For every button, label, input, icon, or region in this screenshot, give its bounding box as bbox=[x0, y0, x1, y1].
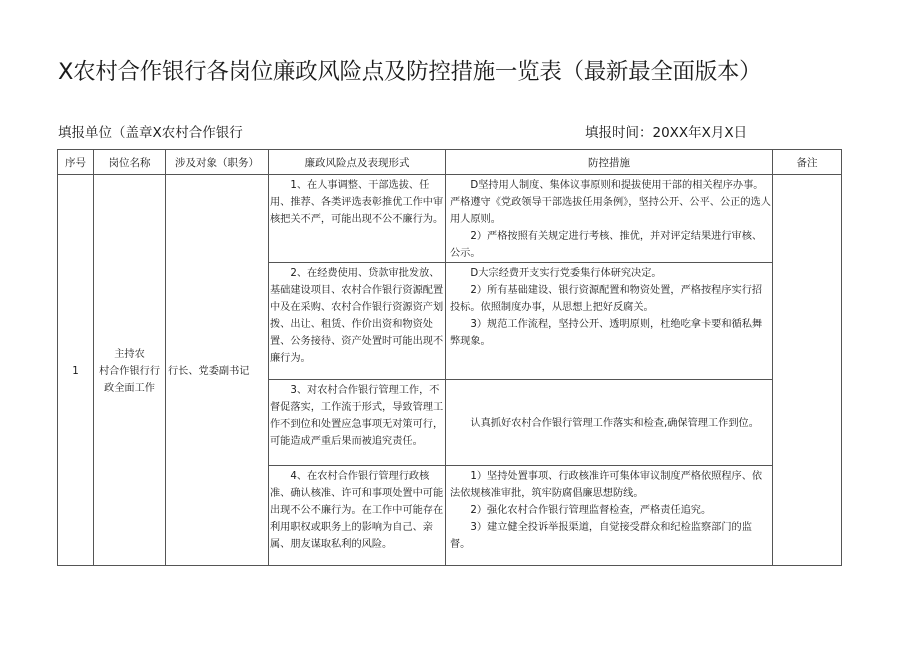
risk-text: 4、在农村合作银行管理行政核准、确认核准、许可和事项处置中可能出现不公不廉行为。在工作中可能存在利用职权或职务上的影响为自己、亲属、朋友谋取私利的风险。 bbox=[270, 471, 444, 550]
position-line: 政全面工作 bbox=[104, 382, 155, 394]
measure-text: D坚持用人制度、集体议事原则和提拔使用干部的相关程序办事。严格遵守《党政领导干部选拔任用条例》，坚持公开、公平、公正的选人用人原则。 bbox=[450, 180, 771, 225]
risk-table bbox=[57, 149, 842, 566]
measure-text: 认真抓好农村合作银行管理工作落实和检查,确保管理工作到位。 bbox=[470, 418, 759, 429]
measure-text: 2）严格按照有关规定进行考核、推优，并对评定结果进行审核、公示。 bbox=[450, 231, 763, 259]
risk-cell bbox=[269, 380, 446, 466]
header-risk: 廉政风险点及表现形式 bbox=[269, 150, 446, 175]
risk-cell bbox=[269, 263, 446, 380]
header-object: 涉及对象（职务） bbox=[166, 150, 269, 175]
table-row bbox=[58, 175, 842, 263]
table-header-row bbox=[58, 150, 842, 175]
header-measures: 防控措施 bbox=[446, 150, 773, 175]
measure-text: 1）坚持处置事项、行政核准许可集体审议制度严格依照程序、依法依规核准审批，筑牢防腐倡廉思想防线。 bbox=[450, 471, 763, 499]
header-position: 岗位名称 bbox=[94, 150, 166, 175]
risk-text: 3、对农村合作银行管理工作，不督促落实，工作流于形式，导致管理工作不到位和处置应急事项无对策可行，可能造成严重后果而被追究责任。 bbox=[270, 385, 444, 447]
position-line: 村合作银行行 bbox=[98, 365, 161, 377]
object-cell bbox=[166, 175, 269, 566]
measures-cell bbox=[446, 380, 773, 466]
remark-cell bbox=[773, 175, 842, 566]
position-line: 主持农 bbox=[114, 348, 145, 360]
header-remark: 备注 bbox=[773, 150, 842, 175]
measures-cell bbox=[446, 263, 773, 380]
measure-text: 3）规范工作流程，坚持公开、透明原则，杜绝吃拿卡要和循私舞弊现象。 bbox=[450, 319, 763, 347]
measure-text: 2）强化农村合作银行管理监督检查，严格责任追究。 bbox=[470, 505, 712, 516]
risk-text: 2、在经费使用、贷款审批发放、基础建设项目、农村合作银行资源配置中及在采购、农村合作银行资源资产划拨、出让、租赁、作价出资和物资处置、公务接待、资产处置时可能出现不廉行为。 bbox=[270, 268, 444, 364]
header-seq: 序号 bbox=[58, 150, 94, 175]
risk-text: 1、在人事调整、干部选拔、任用、推荐、各类评选表彰推优工作中审核把关不严，可能出现不公不廉行为。 bbox=[270, 180, 444, 225]
seq-cell: 1 bbox=[58, 175, 94, 566]
measures-cell bbox=[446, 466, 773, 566]
measure-text: 2）所有基础建设、银行资源配置和物资处置，严格按程序实行招投标。依照制度办事，从思想上把好反腐关。 bbox=[450, 285, 763, 313]
risk-cell bbox=[269, 466, 446, 566]
measure-text: 3）建立健全投诉举报渠道，自觉接受群众和纪检监察部门的监督。 bbox=[450, 522, 752, 550]
object-text: 行长、党委副书记 bbox=[168, 365, 250, 377]
risk-cell bbox=[269, 175, 446, 263]
reporting-unit: 填报单位（盖章X农村合作银行 bbox=[58, 125, 243, 141]
position-cell bbox=[94, 175, 166, 566]
page-title: X农村合作银行各岗位廉政风险点及防控措施一览表（最新最全面版本） bbox=[58, 59, 762, 85]
measure-text: D大宗经费开支实行党委集行体研究决定。 bbox=[470, 268, 662, 279]
reporting-time: 填报时间：20XX年X月X日 bbox=[585, 125, 748, 141]
measures-cell bbox=[446, 175, 773, 263]
